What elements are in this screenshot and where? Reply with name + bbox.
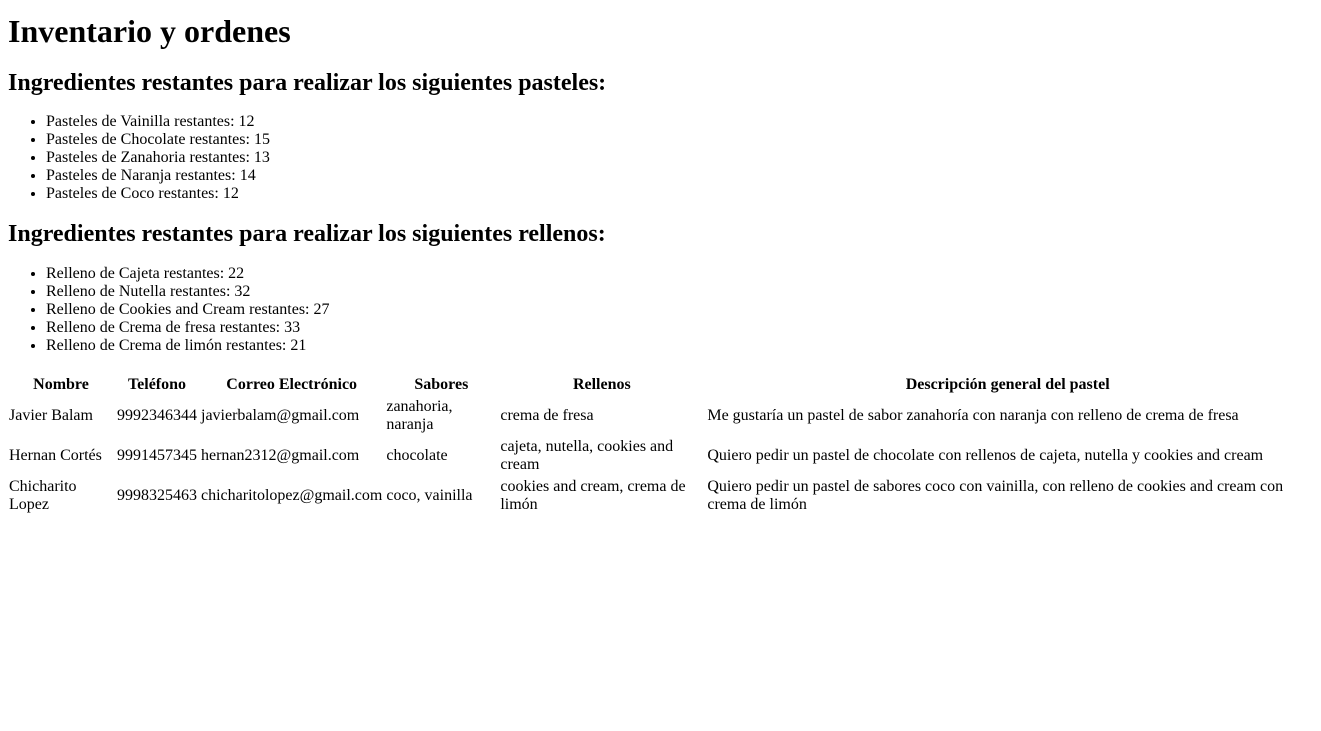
pasteles-heading: Ingredientes restantes para realizar los siguientes pasteles: — [8, 69, 607, 96]
cell-correo: chicharitolopez@gmail.com — [201, 486, 383, 504]
column-header-sabores: Sabores — [414, 375, 469, 393]
cell-correo: hernan2312@gmail.com — [201, 446, 360, 464]
orders-table — [6, 373, 1311, 517]
rellenos-list — [8, 265, 1313, 355]
column-header-nombre: Nombre — [33, 375, 89, 393]
table-header-row — [8, 375, 1309, 395]
column-header-correo: Correo Electrónico — [226, 375, 358, 393]
cell-rellenos: cookies and cream, crema de limón — [500, 477, 686, 513]
table-row — [8, 397, 1309, 435]
table-row — [8, 477, 1309, 515]
list-item: • Relleno de Crema de fresa restantes: 33 — [46, 319, 1313, 337]
list-item: • Pasteles de Naranja restantes: 14 — [46, 167, 1313, 185]
rellenos-heading: Ingredientes restantes para realizar los siguientes rellenos: — [8, 221, 606, 248]
cell-correo: javierbalam@gmail.com — [201, 406, 360, 424]
pasteles-list — [8, 113, 1313, 203]
list-item: • Pasteles de Coco restantes: 12 — [46, 185, 1313, 203]
cell-sabores: zanahoria, naranja — [386, 397, 453, 433]
list-item: • Relleno de Cookies and Cream restantes: 27 — [46, 301, 1313, 319]
cell-rellenos: cajeta, nutella, cookies and cream — [500, 437, 674, 473]
cell-nombre: Chicharito Lopez — [9, 477, 77, 513]
cell-sabores: coco, vainilla — [386, 486, 473, 504]
list-item: • Relleno de Nutella restantes: 32 — [46, 283, 1313, 301]
list-item: • Relleno de Cajeta restantes: 22 — [46, 265, 1313, 283]
cell-nombre: Hernan Cortés — [9, 446, 102, 464]
column-header-rellenos: Rellenos — [572, 375, 631, 393]
list-item: • Pasteles de Zanahoria restantes: 13 — [46, 149, 1313, 167]
cell-sabores: chocolate — [386, 446, 448, 464]
cell-telefono: 9992346344 — [117, 406, 197, 424]
column-header-telefono: Teléfono — [127, 375, 187, 393]
cell-descripcion: Quiero pedir un pastel de sabores coco con vainilla, con relleno de cookies and cream con crema de limón — [707, 477, 1284, 513]
cell-descripcion: Me gustaría un pastel de sabor zanahoría con naranja con relleno de crema de fresa — [707, 406, 1239, 424]
cell-telefono: 9998325463 — [117, 486, 197, 504]
cell-descripcion: Quiero pedir un pastel de chocolate con rellenos de cajeta, nutella y cookies and cream — [707, 446, 1264, 464]
cell-nombre: Javier Balam — [9, 406, 93, 424]
table-row — [8, 437, 1309, 475]
cell-telefono: 9991457345 — [117, 446, 197, 464]
list-item: • Relleno de Crema de limón restantes: 21 — [46, 337, 1313, 355]
list-item: • Pasteles de Chocolate restantes: 15 — [46, 131, 1313, 149]
list-item: • Pasteles de Vainilla restantes: 12 — [46, 113, 1313, 131]
column-header-descripcion: Descripción general del pastel — [905, 375, 1110, 393]
cell-rellenos: crema de fresa — [500, 406, 594, 424]
page-title: Inventario y ordenes — [8, 13, 291, 49]
